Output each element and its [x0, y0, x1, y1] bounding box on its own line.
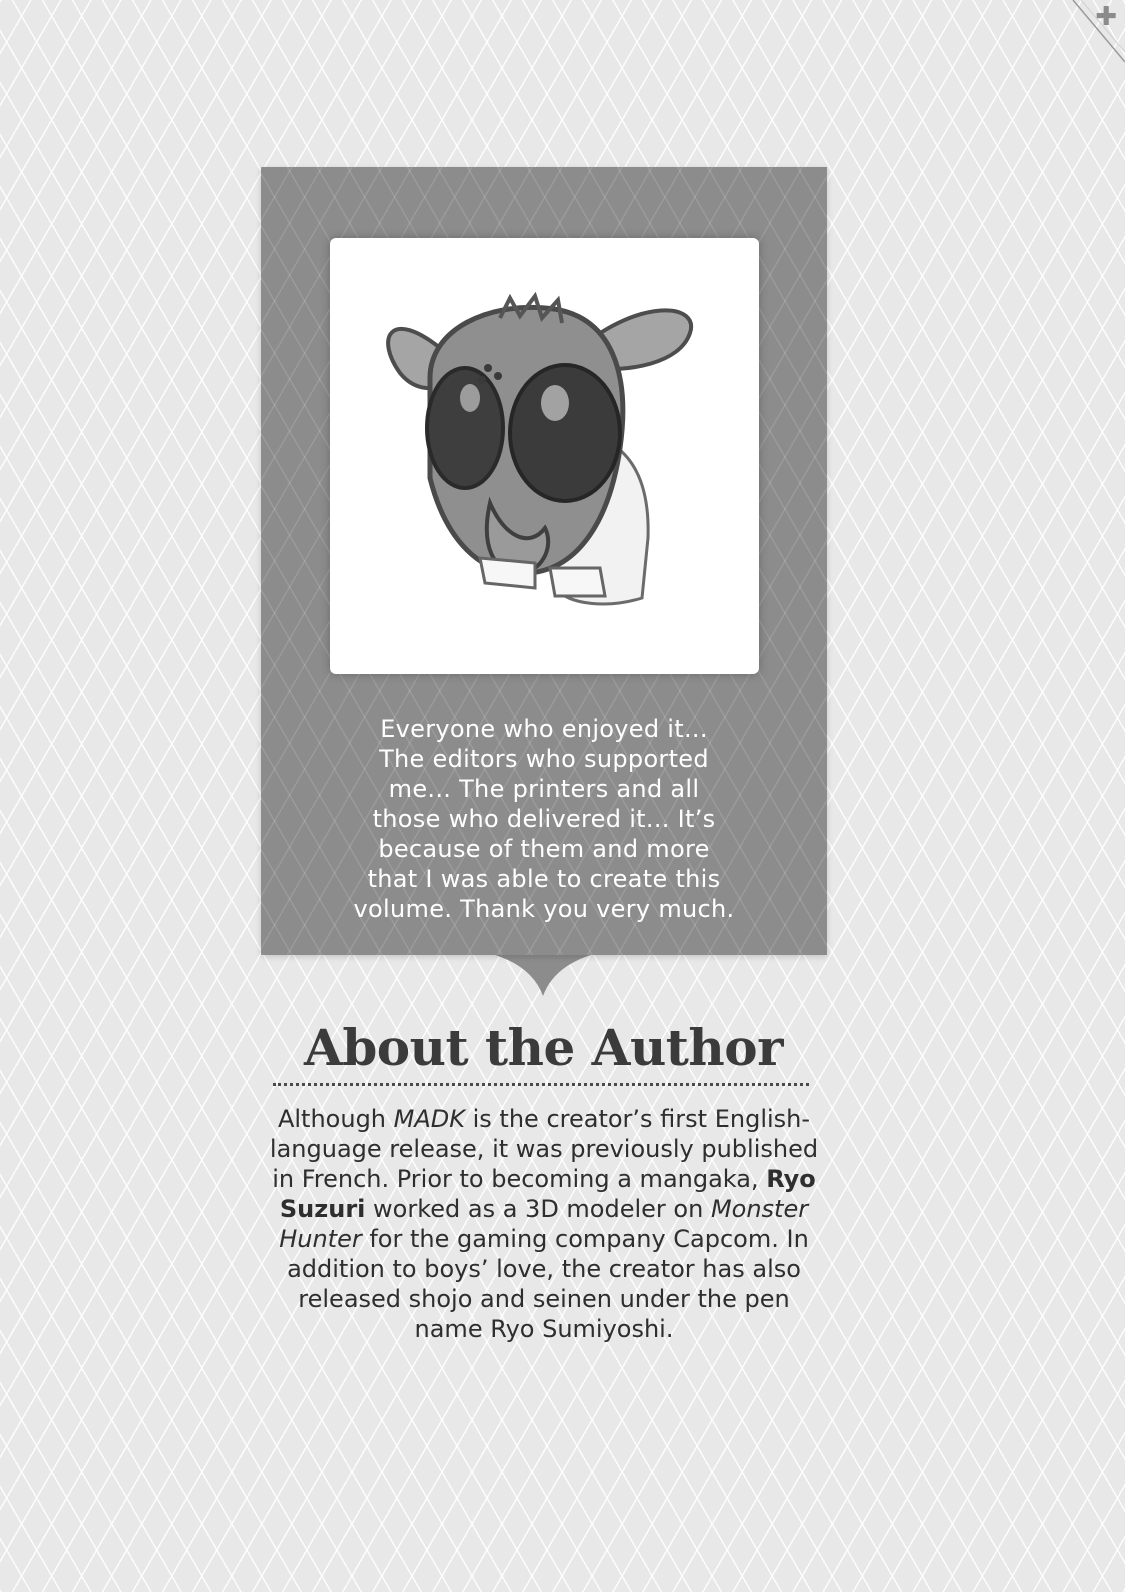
author-bio — [262, 1104, 826, 1344]
bio-title-madk: MADK — [393, 1105, 465, 1133]
author-message-panel — [261, 167, 827, 955]
about-the-author-heading: About the Author — [304, 1018, 783, 1077]
bio-title-monster-hunter: Monster Hunter — [279, 1195, 809, 1253]
bio-text: worked as a 3D modeler on — [365, 1195, 711, 1223]
bio-author-name: Ryo Suzuri — [279, 1165, 816, 1223]
plus-icon: ✚ — [1095, 2, 1117, 32]
bio-text: Although — [277, 1105, 394, 1133]
bio-text: for the gaming company Capcom. In addition to boys’ love, the creator has also released shojo and seinen under the pen name Ryo Sumiyoshi. — [287, 1225, 809, 1343]
dotted-divider — [273, 1083, 809, 1086]
thank-you-message: Everyone who enjoyed it... The editors who supported me... The printers and all those who delivered it... It’s because of them and more that I was able to create this volume. Thank you very much. — [353, 715, 735, 923]
bee-character-illustration — [330, 238, 759, 674]
panel-pointer — [0, 950, 1125, 1010]
author-portrait-frame — [330, 238, 759, 674]
bio-text: is the creator’s first English-language release, it was previously published in French. Prior to becoming a mangaka, — [269, 1105, 819, 1193]
